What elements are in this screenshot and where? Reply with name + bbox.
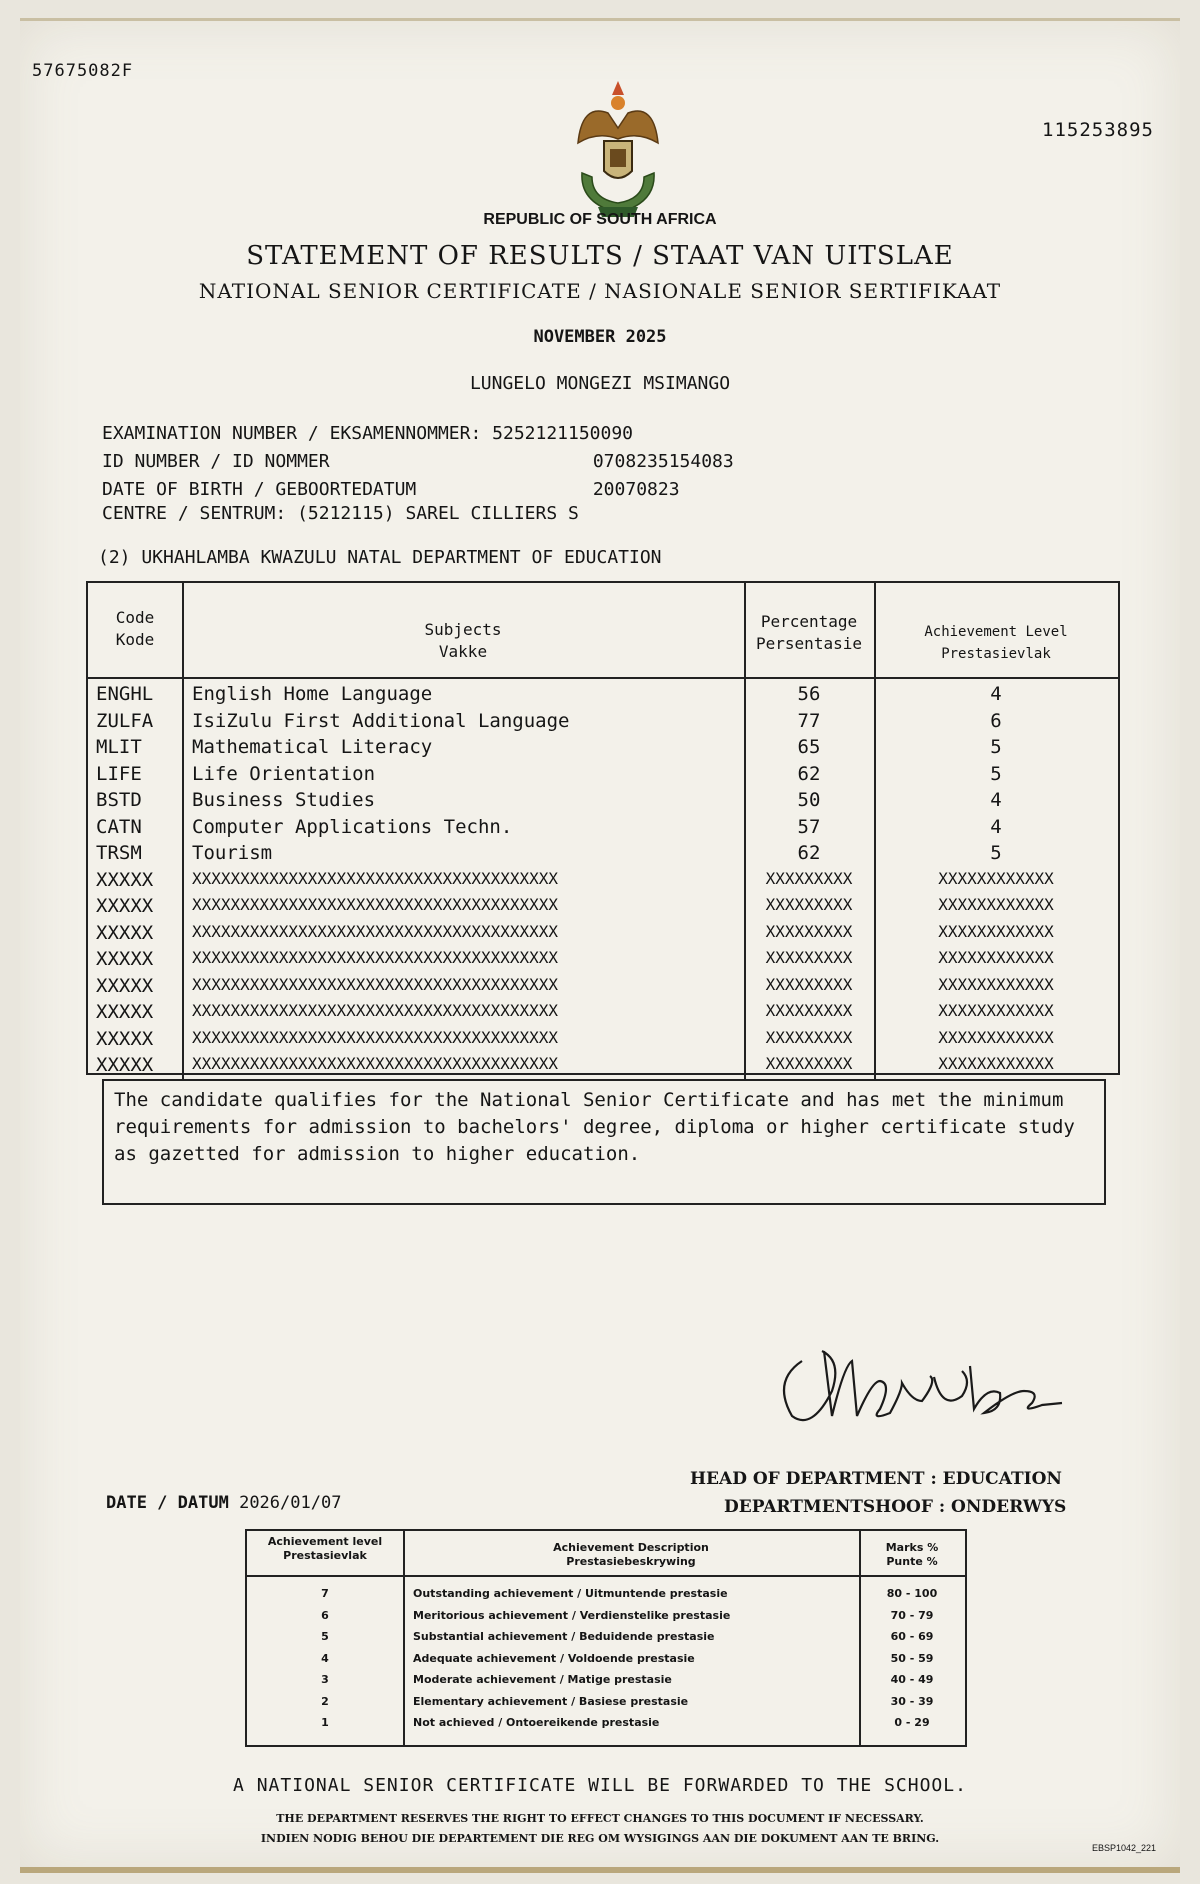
serial-number-right: 115253895 <box>1042 119 1154 141</box>
cell-code: XXXXX <box>96 974 154 997</box>
exam-number-label: EXAMINATION NUMBER / EKSAMENNOMMER: <box>102 423 482 444</box>
cell-code: XXXXX <box>96 868 154 891</box>
cell-percentage: 62 <box>797 762 821 785</box>
date-value: 2026/01/07 <box>239 1493 342 1513</box>
legend-cell-level: 7 <box>321 1587 329 1600</box>
legend-cell-level: 6 <box>321 1608 329 1622</box>
cell-percentage: 50 <box>797 789 821 811</box>
table-row <box>88 1028 1118 1055</box>
cell-percentage: XXXXXXXXX <box>765 948 853 967</box>
cell-subject: XXXXXXXXXXXXXXXXXXXXXXXXXXXXXXXXXXXXXX <box>192 948 559 967</box>
document-subtitle: NATIONAL SENIOR CERTIFICATE / NASIONALE SENIOR SERTIFIKAAT <box>198 279 1002 303</box>
legend-cell-description: Elementary achievement / Basiese prestasie <box>413 1694 689 1708</box>
table-row <box>88 683 1118 710</box>
results-table <box>86 581 1120 1165</box>
cell-percentage: 77 <box>797 709 821 732</box>
form-code: EBSP1042_221 <box>1091 1843 1156 1853</box>
cell-code: CATN <box>96 815 142 838</box>
country-heading: REPUBLIC OF SOUTH AFRICA <box>483 211 717 228</box>
signature <box>762 1321 1082 1441</box>
legend-header-description-en: Achievement Description <box>553 1541 709 1554</box>
id-number-value: 0708235154083 <box>592 451 734 472</box>
qualification-statement-box <box>102 1079 1106 1205</box>
coat-of-arms-icon <box>568 73 668 223</box>
hod-line-af: DEPARTMENTSHOOF : ONDERWYS <box>724 1497 1067 1517</box>
cell-level: XXXXXXXXXXXX <box>938 921 1054 941</box>
exam-number-line <box>102 423 633 444</box>
exam-session: NOVEMBER 2025 <box>533 327 667 347</box>
table-row <box>88 842 1118 869</box>
cell-level: XXXXXXXXXXXX <box>938 895 1054 914</box>
legend-cell-level: 2 <box>321 1694 329 1708</box>
cell-code: XXXXX <box>96 1054 154 1076</box>
header-percentage-af: Persentasie <box>756 634 862 653</box>
cell-code: ENGHL <box>96 683 154 705</box>
legend-header-description <box>403 1541 859 1569</box>
cell-level: 4 <box>990 815 1002 838</box>
cell-percentage: XXXXXXXXX <box>765 1001 853 1020</box>
centre-label: CENTRE / SENTRUM: <box>102 503 287 524</box>
achievement-legend-table <box>245 1529 967 1747</box>
legend-cell-marks: 60 - 69 <box>890 1630 934 1643</box>
legend-cell-level: 3 <box>321 1673 329 1686</box>
cell-code: XXXXX <box>96 895 154 917</box>
legend-cell-marks: 0 - 29 <box>894 1716 930 1729</box>
dob-value: 20070823 <box>592 479 680 500</box>
disclaimer-af: INDIEN NODIG BEHOU DIE DEPARTEMENT DIE REG OM WYSIGINGS AAN DIE DOKUMENT AAN TE BRING. <box>260 1832 940 1845</box>
cell-percentage: XXXXXXXXX <box>765 974 853 994</box>
cell-level: 5 <box>990 762 1002 785</box>
cell-level: 6 <box>990 709 1002 732</box>
cell-level: XXXXXXXXXXXX <box>938 1001 1054 1020</box>
forwarding-notice: A NATIONAL SENIOR CERTIFICATE WILL BE FORWARDED TO THE SCHOOL. <box>233 1775 967 1796</box>
id-number-line <box>102 451 734 472</box>
legend-cell-description: Substantial achievement / Beduidende prestasie <box>413 1630 715 1643</box>
date-label: DATE / DATUM <box>106 1493 229 1513</box>
cell-subject: English Home Language <box>192 683 433 705</box>
cell-subject: Computer Applications Techn. <box>192 815 513 838</box>
exam-number-value: 5252121150090 <box>492 423 634 444</box>
legend-header-marks-en: Marks % <box>885 1541 939 1554</box>
cell-level: XXXXXXXXXXXX <box>938 948 1054 967</box>
serial-number-left: 57675082F <box>32 61 134 81</box>
cell-code: MLIT <box>96 736 142 758</box>
legend-cell-marks: 40 - 49 <box>890 1673 934 1686</box>
cell-percentage: 62 <box>797 842 821 864</box>
hod-line-en: HEAD OF DEPARTMENT : EDUCATION <box>690 1469 1062 1489</box>
table-row <box>88 1001 1118 1028</box>
cell-subject: XXXXXXXXXXXXXXXXXXXXXXXXXXXXXXXXXXXXXX <box>192 895 559 914</box>
qualification-statement: The candidate qualifies for the National Senior Certificate and has met the minimum requirements for admission to bachelors' degree, diploma or higher certificate study as gazetted for admission to higher education. <box>114 1089 1075 1165</box>
header-percentage-en: Percentage <box>760 612 858 631</box>
cell-subject: IsiZulu First Additional Language <box>192 709 570 732</box>
table-row <box>88 763 1118 790</box>
cell-subject: Mathematical Literacy <box>192 736 433 758</box>
table-row <box>88 975 1118 1002</box>
table-row <box>88 869 1118 896</box>
cell-level: 4 <box>990 683 1002 705</box>
cell-code: XXXXX <box>96 921 154 944</box>
cell-level: XXXXXXXXXXXX <box>938 1027 1054 1047</box>
cell-subject: Tourism <box>192 842 273 864</box>
header-code-en: Code <box>115 608 155 627</box>
table-row <box>88 1054 1118 1081</box>
header-subjects <box>182 619 744 663</box>
table-row <box>88 710 1118 737</box>
statement-document <box>20 18 1180 1873</box>
table-row <box>88 895 1118 922</box>
header-percentage <box>744 611 874 655</box>
cell-percentage: XXXXXXXXX <box>765 1027 853 1047</box>
issue-date <box>106 1493 341 1513</box>
cell-subject: Business Studies <box>192 789 376 811</box>
legend-header-level-en: Achievement level <box>267 1535 383 1548</box>
table-row <box>88 922 1118 949</box>
legend-header-divider <box>247 1575 965 1577</box>
table-row <box>88 948 1118 975</box>
document-title: STATEMENT OF RESULTS / STAAT VAN UITSLAE <box>246 241 954 271</box>
cell-level: XXXXXXXXXXXX <box>938 868 1054 888</box>
legend-header-level-af: Prestasievlak <box>283 1549 367 1562</box>
cell-level: 4 <box>990 789 1002 811</box>
disclaimer <box>20 1809 1180 1849</box>
head-of-department-block <box>690 1465 1066 1521</box>
table-row <box>88 736 1118 763</box>
cell-percentage: XXXXXXXXX <box>765 868 853 888</box>
header-subjects-en: Subjects <box>424 620 502 639</box>
table-row <box>88 816 1118 843</box>
cell-subject: XXXXXXXXXXXXXXXXXXXXXXXXXXXXXXXXXXXXXX <box>192 1027 559 1047</box>
cell-percentage: XXXXXXXXX <box>765 921 853 941</box>
header-level-af: Prestasievlak <box>941 646 1051 662</box>
legend-cell-description: Moderate achievement / Matige prestasie <box>413 1673 672 1686</box>
cell-subject: XXXXXXXXXXXXXXXXXXXXXXXXXXXXXXXXXXXXXX <box>192 868 559 888</box>
legend-cell-marks: 30 - 39 <box>890 1694 934 1708</box>
cell-code: XXXXX <box>96 1001 154 1023</box>
header-code-af: Kode <box>115 630 155 649</box>
legend-cell-level: 1 <box>321 1716 329 1729</box>
legend-cell-marks: 50 - 59 <box>890 1651 934 1665</box>
dob-line <box>102 479 680 500</box>
legend-header-marks <box>859 1541 965 1569</box>
legend-cell-marks: 80 - 100 <box>886 1587 938 1600</box>
legend-cell-marks: 70 - 79 <box>890 1608 934 1622</box>
header-level <box>874 621 1118 665</box>
department-name: (2) UKHAHLAMBA KWAZULU NATAL DEPARTMENT OF EDUCATION <box>98 547 662 568</box>
candidate-name: LUNGELO MONGEZI MSIMANGO <box>469 373 731 394</box>
dob-label: DATE OF BIRTH / GEBOORTEDATUM <box>102 479 417 500</box>
header-divider <box>88 677 1118 679</box>
cell-code: XXXXX <box>96 948 154 970</box>
table-row <box>88 789 1118 816</box>
header-subjects-af: Vakke <box>438 642 488 661</box>
header-level-en: Achievement Level <box>924 624 1068 640</box>
cell-percentage: 57 <box>797 815 821 838</box>
cell-subject: XXXXXXXXXXXXXXXXXXXXXXXXXXXXXXXXXXXXXX <box>192 1054 559 1073</box>
cell-subject: XXXXXXXXXXXXXXXXXXXXXXXXXXXXXXXXXXXXXX <box>192 921 559 941</box>
legend-header-description-af: Prestasiebeskrywing <box>566 1555 696 1568</box>
cell-code: ZULFA <box>96 709 154 732</box>
cell-percentage: XXXXXXXXX <box>765 1054 853 1073</box>
cell-percentage: 56 <box>797 683 821 705</box>
legend-header-level <box>247 1535 403 1563</box>
cell-percentage: XXXXXXXXX <box>765 895 853 914</box>
cell-percentage: 65 <box>797 736 821 758</box>
legend-cell-description: Outstanding achievement / Uitmuntende prestasie <box>413 1587 728 1600</box>
cell-code: LIFE <box>96 762 142 785</box>
id-number-label: ID NUMBER / ID NOMMER <box>102 451 330 472</box>
cell-code: BSTD <box>96 789 142 811</box>
cell-subject: Life Orientation <box>192 762 376 785</box>
centre-value: (5212115) SAREL CILLIERS S <box>297 503 579 524</box>
cell-subject: XXXXXXXXXXXXXXXXXXXXXXXXXXXXXXXXXXXXXX <box>192 1001 559 1020</box>
cell-level: XXXXXXXXXXXX <box>938 1054 1054 1073</box>
disclaimer-en: THE DEPARTMENT RESERVES THE RIGHT TO EFFECT CHANGES TO THIS DOCUMENT IF NECESSARY. <box>276 1812 924 1825</box>
cell-level: 5 <box>990 842 1002 864</box>
legend-cell-level: 4 <box>321 1651 329 1665</box>
legend-cell-description: Adequate achievement / Voldoende prestasie <box>413 1651 695 1665</box>
legend-cell-description: Meritorious achievement / Verdienstelike prestasie <box>413 1608 731 1622</box>
legend-cell-description: Not achieved / Ontoereikende prestasie <box>413 1716 660 1729</box>
legend-header-marks-af: Punte % <box>886 1555 938 1568</box>
cell-level: 5 <box>990 736 1002 758</box>
cell-subject: XXXXXXXXXXXXXXXXXXXXXXXXXXXXXXXXXXXXXX <box>192 974 559 994</box>
cell-code: TRSM <box>96 842 142 864</box>
centre-line <box>102 503 579 524</box>
legend-cell-level: 5 <box>321 1630 329 1643</box>
header-code <box>88 607 182 651</box>
cell-code: XXXXX <box>96 1027 154 1050</box>
cell-level: XXXXXXXXXXXX <box>938 974 1054 994</box>
